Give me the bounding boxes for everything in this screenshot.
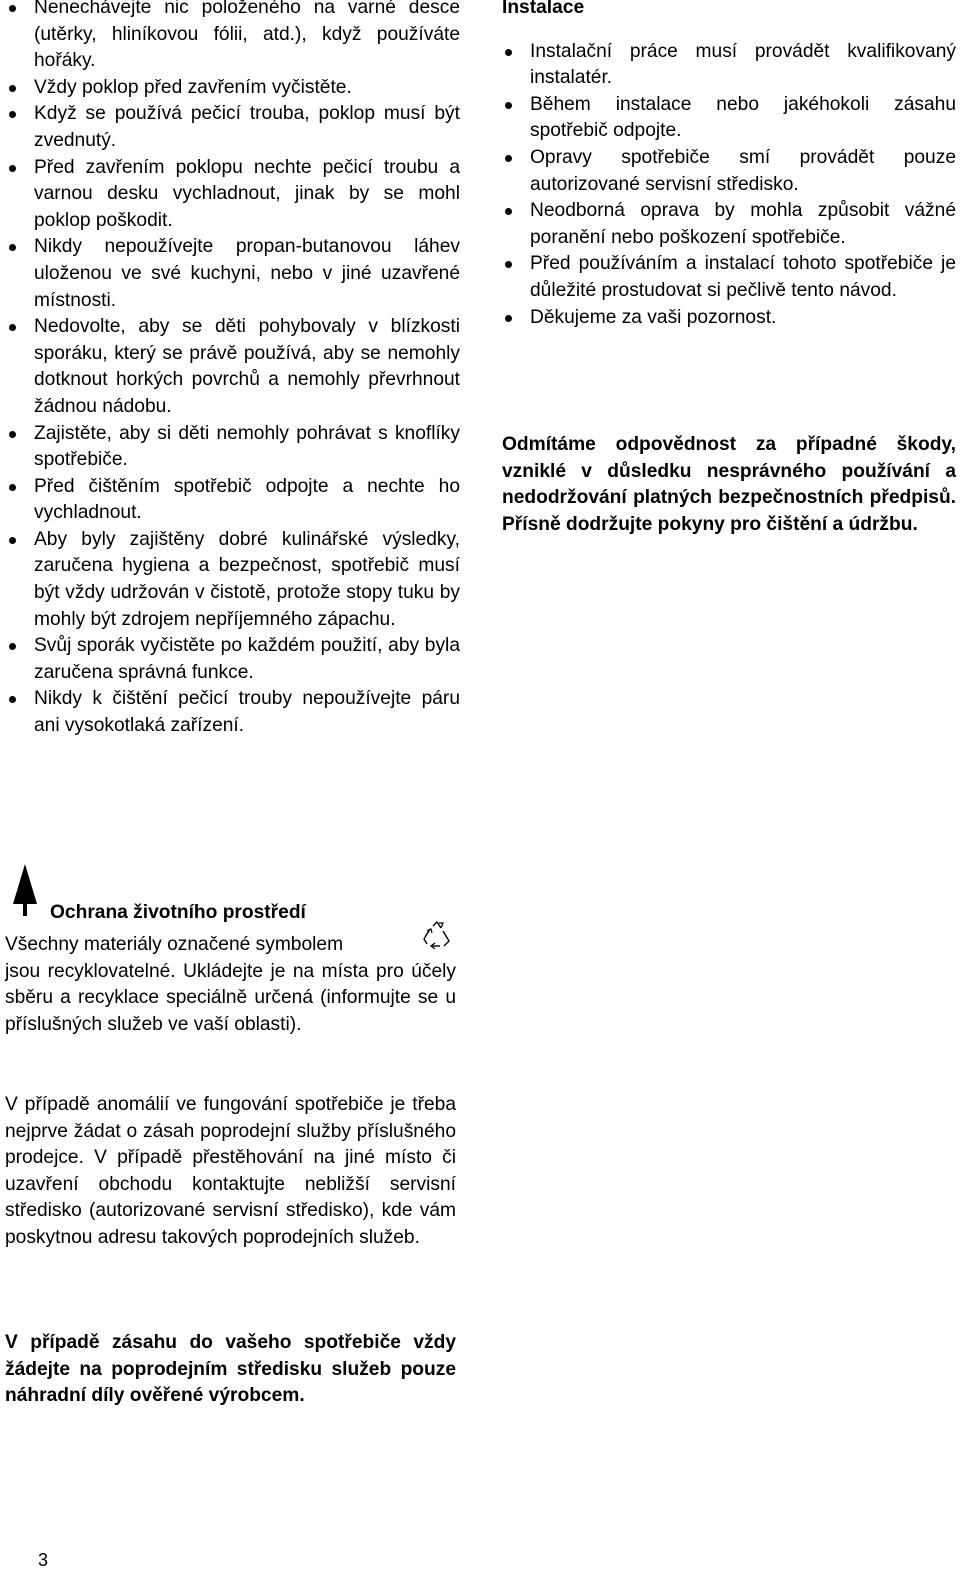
list-item: Instalační práce musí provádět kvalifikovaný instalatér. <box>502 39 956 92</box>
list-item: Během instalace nebo jakéhokoli zásahu spotřebič odpojte. <box>502 92 956 145</box>
list-item: Vždy poklop před zavřením vyčistěte. <box>8 75 460 102</box>
list-item: Když se používá pečicí trouba, poklop musí být zvednutý. <box>8 101 460 154</box>
list-item: Zajistěte, aby si děti nemohly pohrávat s knoflíky spotřebiče. <box>8 421 460 474</box>
list-item: Neodborná oprava by mohla způsobit vážné poranění nebo poškození spotřebiče. <box>502 198 956 251</box>
list-item: Nikdy nepoužívejte propan-butanovou láhev uloženou ve své kuchyni, nebo v jiné uzavřené místnosti. <box>8 234 460 314</box>
list-item: Nenechávejte nic položeného na varné desce (utěrky, hliníkovou fólii, atd.), když používáte hořáky. <box>8 0 460 75</box>
list-item: Děkujeme za vaši pozornost. <box>502 305 956 332</box>
list-item: Svůj sporák vyčistěte po každém použití, aby byla zaručena správná funkce. <box>8 633 460 686</box>
disclaimer-paragraph: Odmítáme odpovědnost za případné škody, vzniklé v důsledku nesprávného používání a nedodržování platných bezpečnostních předpisů. Přísně dodržujte pokyny pro čištění a údržbu. <box>502 434 956 535</box>
list-item: Před čištěním spotřebič odpojte a nechte ho vychladnout. <box>8 474 460 527</box>
list-item: Před používáním a instalací tohoto spotřebiče je důležité prostudovat si pečlivě tento návod. <box>502 251 956 304</box>
installation-list <box>502 39 956 332</box>
service-paragraph: V případě zásahu do vašeho spotřebiče vždy žádejte na poprodejním středisku služeb pouze náhradní díly ověřené výrobcem. <box>5 1332 456 1407</box>
list-item: Nikdy k čištění pečicí trouby nepoužívejte páru ani vysokotlaká zařízení. <box>8 686 460 739</box>
environment-heading: Ochrana životního prostředí <box>50 902 306 923</box>
list-item: Nedovolte, aby se děti pohybovaly v blízkosti sporáku, který se právě používá, aby se nemohly dotknout horkých povrchů a nemohly převrhnout žádnou nádobu. <box>8 314 460 420</box>
anomaly-paragraph: V případě anomálií ve fungování spotřebiče je třeba nejprve žádat o zásah poprodejní služby příslušného prodejce. V případě přestěhování na jiné místo či uzavření obchodu kontaktujte nebližší servisní středisko (autorizované servisní středisko), kde vám poskytnou adresu takových poprodejních služeb. <box>5 1094 456 1248</box>
environment-paragraph <box>5 932 456 1038</box>
left-column <box>8 0 460 740</box>
environment-text-part2: jsou recyklovatelné. Ukládejte je na místa pro účely sběru a recyklace speciálně určená (informujte se u příslušných služeb ve vaší oblasti). <box>5 960 456 1035</box>
right-column <box>502 0 956 331</box>
list-item: Aby byly zajištěny dobré kulinářské výsledky, zaručena hygiena a bezpečnost, spotřebič musí být vždy udržován v čistotě, protože stopy tuku by mohly být zdrojem nepříjemného zápachu. <box>8 527 460 633</box>
recycle-icon <box>422 921 452 949</box>
environment-text-part1: Všechny materiály označené symbolem <box>5 934 344 955</box>
installation-heading: Instalace <box>502 0 585 18</box>
page-number: 3 <box>38 1550 49 1570</box>
list-item: Opravy spotřebiče smí provádět pouze autorizované servisní středisko. <box>502 145 956 198</box>
list-item: Před zavřením poklopu nechte pečicí troubu a varnou desku vychladnout, jinak by se mohl poklop poškodit. <box>8 155 460 235</box>
tree-icon <box>12 864 38 916</box>
safety-list <box>8 0 460 740</box>
